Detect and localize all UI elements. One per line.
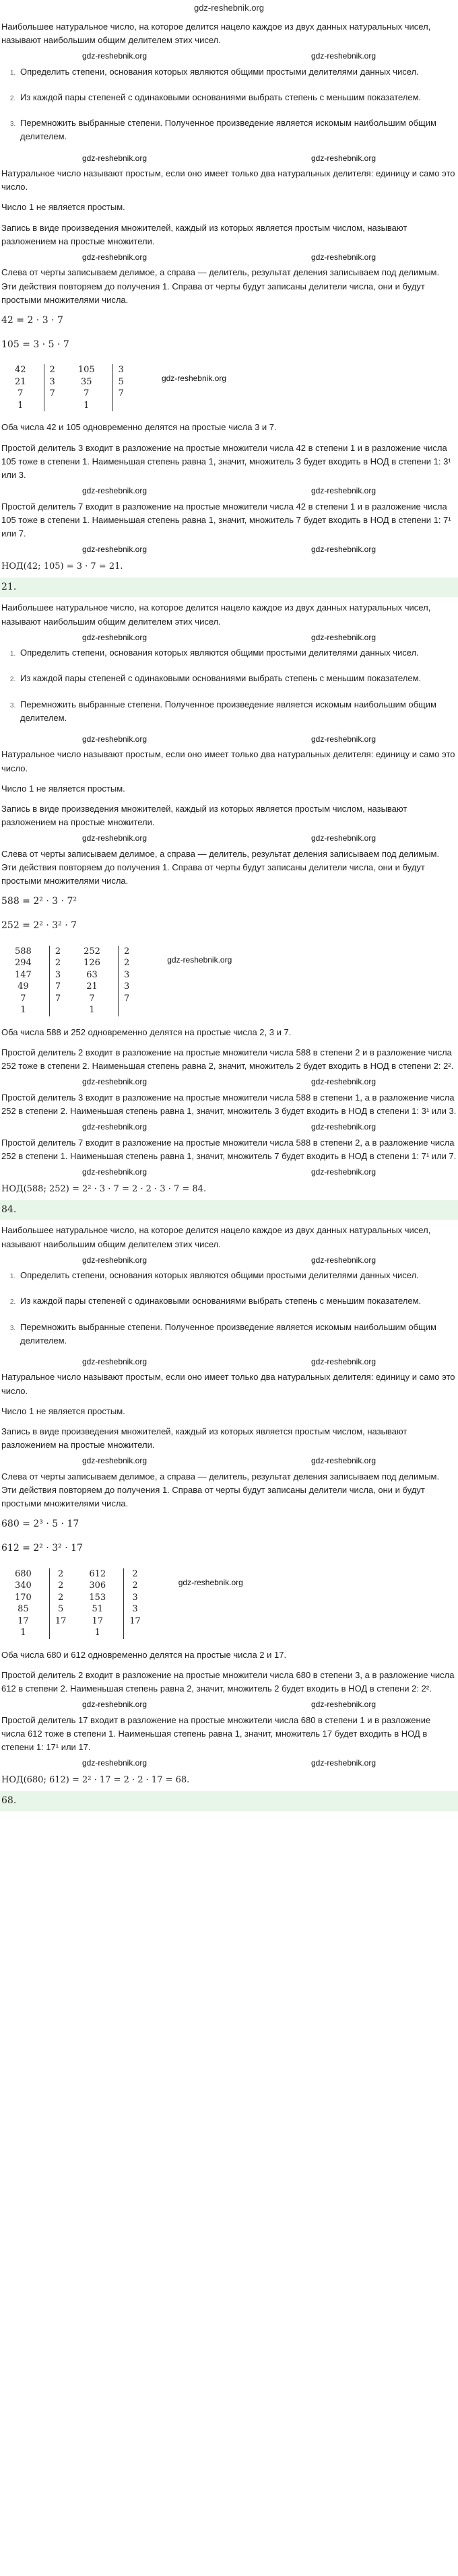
algorithm-step: 2. Из каждой пары степеней с одинаковыми основаниями выбрать степень с меньшим показателем.: [18, 1294, 458, 1308]
algorithm-step: 1. Определить степени, основания которых являются общими простыми делителями данных чисел.: [18, 1269, 458, 1282]
watermark: gdz-reshebnik.org: [310, 486, 377, 496]
factorization-cell: 35: [73, 376, 112, 388]
watermark-row: [0, 1698, 458, 1711]
factorization-table-wrap: [0, 943, 458, 1023]
watermark: gdz-reshebnik.org: [310, 1356, 377, 1366]
factorization-cell: 2: [123, 958, 130, 969]
watermark-row: [0, 152, 458, 165]
watermark: gdz-reshebnik.org: [310, 153, 377, 163]
factorization-row: [9, 946, 147, 958]
watermark: gdz-reshebnik.org: [81, 1167, 148, 1177]
factorization-cell: 17: [129, 1615, 141, 1626]
factorization-row: [9, 981, 147, 993]
factorization-cell: 2: [55, 946, 61, 956]
factorization-table-wrap: [0, 1566, 458, 1646]
divisor-explanation: Простой делитель 2 входит в разложение на простые множители числа 680 в степени 3, а в разложение числа 612 в степени 2. Наименьшая степень равна 2, значит, множитель 2 будет входить в НОД в степени 2: 2².: [1, 1670, 455, 1694]
factorization-cell: [124, 1627, 158, 1639]
factorization-cell: 612: [84, 1568, 123, 1580]
one-not-prime-note: Число 1 не является простым.: [1, 783, 125, 794]
algorithm-steps: [0, 1269, 458, 1348]
watermark-row: [0, 1121, 458, 1134]
watermark-row: [0, 631, 458, 644]
factorization-cell: 2: [57, 1592, 64, 1603]
factorization-cell: 2: [49, 365, 55, 376]
factorization-cell: 21: [78, 981, 118, 993]
watermark-row: [0, 50, 458, 63]
watermark: gdz-reshebnik.org: [310, 1758, 377, 1768]
factorization-cell: 2: [55, 958, 61, 969]
factorization-cell: 7: [55, 981, 61, 992]
factorization-cell: 3: [49, 376, 55, 387]
factorization-cell: 7: [78, 993, 118, 1005]
factorization-equation: 612 = 2² · 3² · 17: [1, 1542, 83, 1554]
factorization-cell: 1: [78, 1004, 118, 1016]
algorithm-step: 3. Перемножить выбранные степени. Полученное произведение является искомым наибольшим общим делителем.: [18, 1321, 458, 1348]
factorization-cell: 85: [9, 1603, 49, 1615]
factorization-equation: 42 = 2 · 3 · 7: [1, 314, 63, 326]
content: [0, 20, 458, 1811]
column-method-description: Слева от черты записываем делимое, а справа — делитель, результат деления записываем под делимым. Эти действия повторяем до получения 1. Справа от черты будут записаны делители числа, они и будут простыми множителями числа.: [1, 848, 440, 886]
watermark: gdz-reshebnik.org: [81, 51, 148, 61]
prime-definition: Натуральное число называют простым, если оно имеет только два натуральных делителя: единицу и само это число.: [1, 168, 455, 193]
factorization-cell: [118, 1004, 147, 1016]
one-not-prime-note: Число 1 не является простым.: [1, 202, 125, 213]
factorization-cell: 5: [118, 376, 124, 387]
factorization-row: [9, 1580, 158, 1592]
watermark: gdz-reshebnik.org: [310, 1456, 377, 1466]
factorization-row: [9, 969, 147, 981]
factorization-definition: Запись в виде произведения множителей, каждый из которых является простым числом, называют разложением на простые множители.: [1, 1426, 407, 1451]
prime-definition: Натуральное число называют простым, если оно имеет только два натуральных делителя: единицу и само это число.: [1, 1372, 455, 1396]
factorization-row: [9, 1004, 147, 1016]
factorization-cell: 588: [9, 946, 49, 958]
gcd-definition: Наибольшее натуральное число, на которое делится нацело каждое из двух данных натуральных чисел, называют наибольшим общим делителем этих чисел.: [1, 22, 431, 46]
factorization-cell: [49, 1627, 84, 1639]
factorization-row: [9, 957, 147, 969]
algorithm-steps: [0, 646, 458, 725]
watermark: gdz-reshebnik.org: [81, 1758, 148, 1768]
factorization-row: [9, 388, 141, 400]
watermark: gdz-reshebnik.org: [81, 252, 148, 262]
watermark: gdz-reshebnik.org: [310, 545, 377, 555]
algorithm-step: 2. Из каждой пары степеней с одинаковыми основаниями выбрать степень с меньшим показателем.: [18, 91, 458, 104]
algorithm-step: 3. Перемножить выбранные степени. Полученное произведение является искомым наибольшим общим делителем.: [18, 698, 458, 725]
watermark: gdz-reshebnik.org: [81, 545, 148, 555]
factorization-cell: 3: [118, 365, 124, 376]
watermark: gdz-reshebnik.org: [310, 1255, 377, 1265]
common-divisors-note: Оба числа 588 и 252 одновременно делятся на простые числа 2, 3 и 7.: [1, 1026, 292, 1037]
watermark-row: [0, 1455, 458, 1467]
factorization-cell: 1: [9, 1627, 49, 1639]
algorithm-step: 3. Перемножить выбранные степени. Полученное произведение является искомым наибольшим общим делителем.: [18, 116, 458, 143]
factorization-cell: 1: [9, 400, 44, 412]
watermark: gdz-reshebnik.org: [310, 632, 377, 642]
factorization-cell: 7: [49, 388, 55, 399]
watermark-row: [0, 485, 458, 497]
watermark: gdz-reshebnik.org: [81, 1356, 148, 1366]
watermark-row: [0, 251, 458, 264]
watermark-row: [0, 543, 458, 556]
factorization-cell: 2: [57, 1580, 64, 1591]
factorization-cell: 126: [78, 957, 118, 969]
factorization-cell: 3: [123, 969, 130, 980]
factorization-cell: 7: [9, 993, 49, 1005]
factorization-cell: 2: [132, 1580, 138, 1591]
watermark: gdz-reshebnik.org: [161, 374, 226, 384]
factorization-table: [9, 1568, 158, 1639]
factorization-row: [9, 364, 141, 376]
watermark: gdz-reshebnik.org: [81, 632, 148, 642]
factorization-row: [9, 1627, 158, 1639]
watermark-row: [0, 1254, 458, 1267]
factorization-cell: 7: [118, 388, 124, 399]
factorization-cell: 105: [73, 364, 112, 376]
factorization-row: [9, 1615, 158, 1628]
factorization-cell: 1: [73, 400, 112, 412]
gcd-definition: Наибольшее натуральное число, на которое делится нацело каждое из двух данных натуральных чисел, называют наибольшим общим делителем этих чисел.: [1, 1225, 431, 1249]
watermark: gdz-reshebnik.org: [310, 252, 377, 262]
watermark: gdz-reshebnik.org: [310, 734, 377, 744]
factorization-row: [9, 1592, 158, 1604]
factorization-cell: [49, 1004, 78, 1016]
factorization-definition: Запись в виде произведения множителей, каждый из которых является простым числом, называют разложением на простые множители.: [1, 803, 407, 828]
factorization-table: [9, 364, 141, 411]
factorization-cell: 3: [123, 981, 130, 992]
gcd-result: НОД(588; 252) = 2² · 3 · 7 = 2 · 2 · 3 · 7 = 84.: [1, 1183, 207, 1194]
factorization-cell: 252: [78, 946, 118, 958]
factorization-cell: 17: [55, 1615, 67, 1626]
watermark: gdz-reshebnik.org: [81, 486, 148, 496]
watermark: gdz-reshebnik.org: [310, 1122, 377, 1132]
factorization-cell: 680: [9, 1568, 49, 1580]
factorization-cell: 3: [132, 1604, 138, 1615]
factorization-cell: 17: [84, 1615, 123, 1628]
site-title[interactable]: gdz-reshebnik.org: [193, 3, 265, 13]
watermark: gdz-reshebnik.org: [167, 954, 232, 965]
answer-box: 21.: [0, 578, 458, 598]
factorization-cell: 294: [9, 957, 49, 969]
factorization-cell: 2: [57, 1568, 64, 1579]
factorization-table-wrap: [0, 361, 458, 418]
factorization-cell: 3: [132, 1592, 138, 1603]
divisor-explanation: Простой делитель 3 входит в разложение на простые множители числа 588 в степени 1, а в разложение числа 252 в степени 2. Наименьшая степень равна 1, значит, множитель 3 будет входить в НОД в степени 1: 3¹ или 3.: [1, 1092, 457, 1117]
watermark: gdz-reshebnik.org: [81, 1077, 148, 1087]
prime-definition: Натуральное число называют простым, если оно имеет только два натуральных делителя: единицу и само это число.: [1, 749, 455, 773]
divisor-explanation: Простой делитель 3 входит в разложение на простые множители числа 42 в степени 1 и в разложение числа 105 тоже в степени 1. Наименьшая степень равна 1, значит, множитель 3 будет входить в НОД в степени 1: 3¹ или 3.: [1, 442, 451, 480]
divisor-explanation: Простой делитель 7 входит в разложение на простые множители числа 42 в степени 1 и в разложение числа 105 тоже в степени 1. Наименьшая степень равна 1, значит, множитель 7 будет входить в НОД в степени 1: 7¹ или 7.: [1, 501, 451, 538]
factorization-cell: 7: [9, 388, 44, 400]
factorization-cell: 49: [9, 981, 49, 993]
factorization-cell: [112, 400, 141, 412]
factorization-row: [9, 376, 141, 388]
factorization-equation: 680 = 2³ · 5 · 17: [1, 1519, 79, 1530]
watermark: gdz-reshebnik.org: [310, 833, 377, 843]
watermark: gdz-reshebnik.org: [81, 1122, 148, 1132]
watermark-row: [0, 1757, 458, 1770]
factorization-cell: 17: [9, 1615, 49, 1628]
factorization-cell: 2: [132, 1568, 138, 1579]
factorization-cell: 170: [9, 1592, 49, 1604]
factorization-cell: 42: [9, 364, 44, 376]
watermark-row: [0, 733, 458, 746]
factorization-row: [9, 400, 141, 412]
factorization-row: [9, 1603, 158, 1615]
common-divisors-note: Оба числа 680 и 612 одновременно делятся на простые числа 2 и 17.: [1, 1649, 287, 1660]
column-method-description: Слева от черты записываем делимое, а справа — делитель, результат деления записываем под делимым. Эти действия повторяем до получения 1. Справа от черты будут записаны делители числа, они и будут простыми множителями числа.: [1, 267, 440, 305]
watermark: gdz-reshebnik.org: [81, 1255, 148, 1265]
gcd-result: НОД(42; 105) = 3 · 7 = 21.: [1, 561, 123, 571]
factorization-cell: 153: [84, 1592, 123, 1604]
algorithm-step: 1. Определить степени, основания которых являются общими простыми делителями данных чисел.: [18, 646, 458, 660]
factorization-cell: 21: [9, 376, 44, 388]
factorization-cell: 2: [123, 946, 130, 956]
watermark: gdz-reshebnik.org: [81, 153, 148, 163]
factorization-table: [9, 946, 147, 1016]
factorization-definition: Запись в виде произведения множителей, каждый из которых является простым числом, называют разложением на простые множители.: [1, 222, 407, 246]
factorization-cell: 7: [123, 993, 130, 1004]
divisor-explanation: Простой делитель 2 входит в разложение на простые множители числа 588 в степени 2 и в разложение числа 252 тоже в степени 2. Наименьшая степень равна 2, значит, множитель 2 будет входить в НОД в степени 2: 2².: [1, 1047, 454, 1072]
watermark: gdz-reshebnik.org: [310, 51, 377, 61]
answer-box: 84.: [0, 1200, 458, 1220]
factorization-equation: 105 = 3 · 5 · 7: [1, 339, 69, 350]
divisor-explanation: Простой делитель 17 входит в разложение на простые множители числа 680 в степени 1 и в разложение числа 612 тоже в степени 1. Наименьшая степень равна 1, значит, множитель 17 будет входить в НОД в степени 1: 17¹ или 17.: [1, 1714, 431, 1753]
watermark: gdz-reshebnik.org: [310, 1167, 377, 1177]
gcd-definition: Наибольшее натуральное число, на которое делится нацело каждое из двух данных натуральных чисел, называют наибольшим общим делителем этих чисел.: [1, 602, 431, 627]
watermark: gdz-reshebnik.org: [81, 1700, 148, 1710]
factorization-equation: 252 = 2² · 3² · 7: [1, 919, 77, 931]
factorization-cell: 147: [9, 969, 49, 981]
factorization-cell: 3: [55, 969, 61, 980]
watermark-row: [0, 832, 458, 845]
factorization-equation: 588 = 2² · 3 · 7²: [1, 896, 77, 907]
factorization-row: [9, 993, 147, 1005]
watermark-row: [0, 1166, 458, 1179]
algorithm-steps: [0, 65, 458, 144]
watermark: gdz-reshebnik.org: [81, 833, 148, 843]
common-divisors-note: Оба числа 42 и 105 одновременно делятся на простые числа 3 и 7.: [1, 422, 277, 433]
watermark: gdz-reshebnik.org: [310, 1700, 377, 1710]
watermark: gdz-reshebnik.org: [81, 1456, 148, 1466]
factorization-row: [9, 1568, 158, 1580]
watermark-row: [0, 1356, 458, 1368]
watermark: gdz-reshebnik.org: [310, 1077, 377, 1087]
one-not-prime-note: Число 1 не является простым.: [1, 1405, 125, 1416]
divisor-explanation: Простой делитель 7 входит в разложение на простые множители числа 588 в степени 2, а в разложение числа 252 в степени 1. Наименьшая степень равна 1, значит, множитель 7 будет входить в НОД в степени 1: 7¹ или 7.: [1, 1137, 457, 1161]
factorization-cell: 306: [84, 1580, 123, 1592]
algorithm-step: 2. Из каждой пары степеней с одинаковыми основаниями выбрать степень с меньшим показателем.: [18, 672, 458, 685]
watermark: gdz-reshebnik.org: [81, 734, 148, 744]
watermark: gdz-reshebnik.org: [178, 1577, 243, 1587]
factorization-cell: 340: [9, 1580, 49, 1592]
column-method-description: Слева от черты записываем делимое, а справа — делитель, результат деления записываем под делимым. Эти действия повторяем до получения 1. Справа от черты будут записаны делители числа, они и будут простыми множителями числа.: [1, 1471, 440, 1509]
factorization-cell: 7: [73, 388, 112, 400]
factorization-cell: [44, 400, 73, 412]
answer-box: 68.: [0, 1791, 458, 1811]
gcd-result: НОД(680; 612) = 2² · 17 = 2 · 2 · 17 = 68.: [1, 1774, 190, 1785]
factorization-cell: 1: [84, 1627, 123, 1639]
factorization-cell: 1: [9, 1004, 49, 1016]
factorization-cell: 51: [84, 1603, 123, 1615]
factorization-cell: 7: [55, 993, 61, 1004]
factorization-cell: 63: [78, 969, 118, 981]
watermark-row: [0, 1076, 458, 1088]
algorithm-step: 1. Определить степени, основания которых являются общими простыми делителями данных чисел.: [18, 65, 458, 79]
factorization-cell: 5: [57, 1604, 64, 1615]
